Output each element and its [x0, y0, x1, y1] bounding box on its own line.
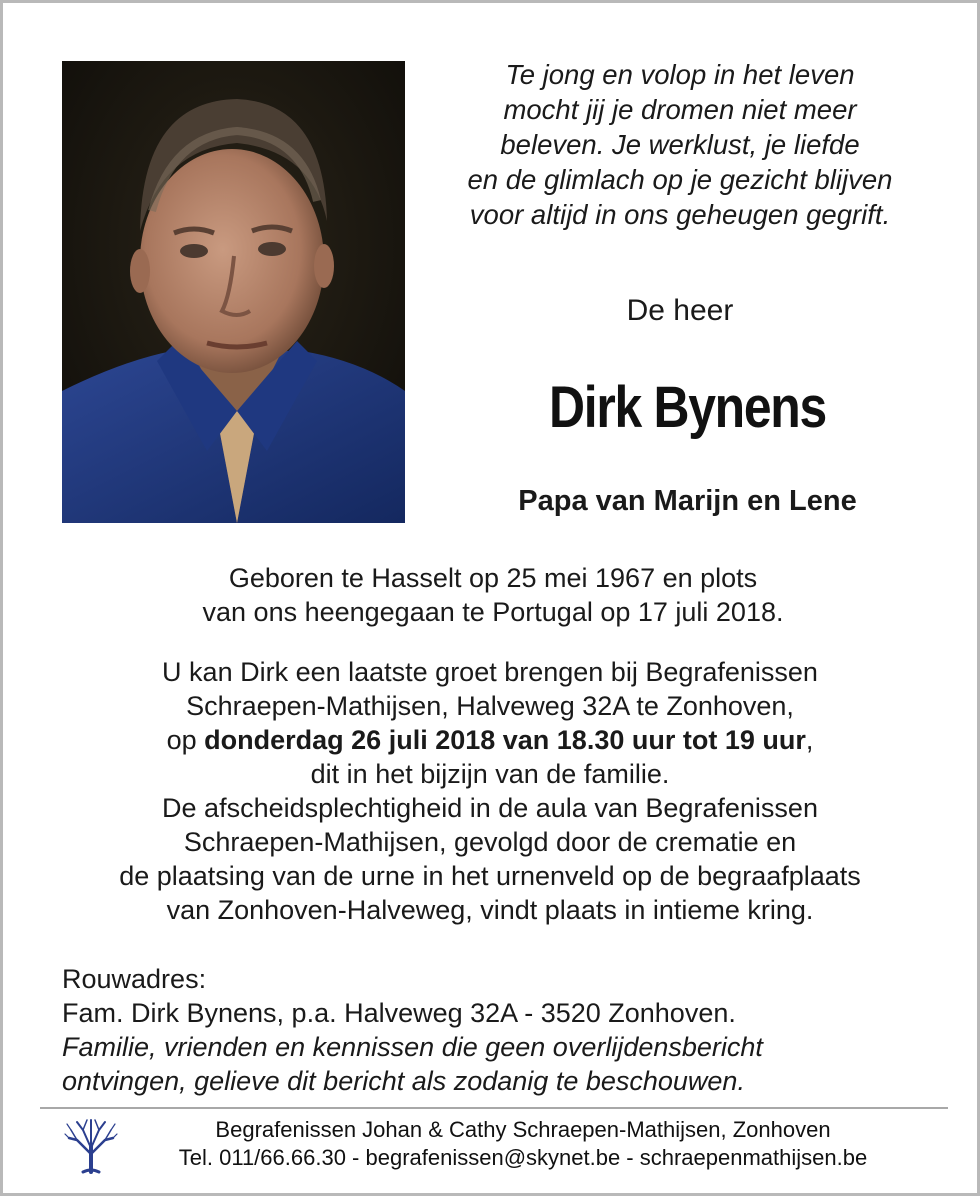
ceremony-line: Schraepen-Mathijsen, gevolgd door de crematie en [183, 827, 797, 857]
footer-divider [40, 1107, 948, 1109]
honorific: De heer [626, 294, 734, 327]
mourning-address-label: Rouwadres: [62, 964, 207, 994]
portrait-photo [62, 61, 405, 523]
memorial-poem [415, 57, 945, 232]
poem-line: mocht jij je dromen niet meer [503, 94, 857, 125]
poem-line: beleven. Je werklust, je liefde [500, 129, 860, 160]
birth-line: Geboren te Hasselt op 25 mei 1967 en plots [228, 563, 758, 593]
mourning-address [62, 962, 962, 1098]
funeral-home-contact: Tel. 011/66.66.30 - begrafenissen@skynet.be - schraepenmathijsen.be [178, 1145, 868, 1170]
ceremony-line: van Zonhoven-Halveweg, vindt plaats in intieme kring. [166, 895, 814, 925]
deceased-name: Dirk Bynens [549, 375, 826, 440]
funeral-home-footer [123, 1116, 923, 1172]
ceremony-line: De afscheidsplechtigheid in de aula van Begrafenissen [162, 793, 818, 823]
mourning-note-line: Familie, vrienden en kennissen die geen overlijdensbericht [62, 1032, 763, 1062]
visitation-date-prefix: op [166, 725, 205, 755]
relation-line: Papa van Marijn en Lene [518, 485, 857, 517]
birth-death-info [3, 561, 980, 629]
visitation-line: U kan Dirk een laatste groet brengen bij Begrafenissen [162, 657, 818, 687]
visitation-date: donderdag 26 juli 2018 van 18.30 uur tot 19 uur [204, 725, 806, 755]
visitation-line: Schraepen-Mathijsen, Halveweg 32A te Zonhoven, [186, 691, 794, 721]
visitation-date-line [3, 723, 977, 757]
mourning-address-value: Fam. Dirk Bynens, p.a. Halveweg 32A - 3520 Zonhoven. [62, 998, 736, 1028]
poem-line: Te jong en volop in het leven [505, 59, 855, 90]
tree-icon [63, 1116, 119, 1174]
visitation-info [3, 655, 977, 927]
mourning-note-line: ontvingen, gelieve dit bericht als zodanig te beschouwen. [62, 1066, 745, 1096]
funeral-home-name: Begrafenissen Johan & Cathy Schraepen-Mathijsen, Zonhoven [215, 1117, 831, 1142]
death-line: van ons heengegaan te Portugal op 17 juli 2018. [202, 597, 784, 627]
poem-line: voor altijd in ons geheugen gegrift. [469, 199, 891, 230]
visitation-line: dit in het bijzijn van de familie. [310, 759, 670, 789]
ceremony-line: de plaatsing van de urne in het urnenveld op de begraafplaats [119, 861, 861, 891]
poem-line: en de glimlach op je gezicht blijven [467, 164, 893, 195]
visitation-date-suffix: , [805, 725, 814, 755]
